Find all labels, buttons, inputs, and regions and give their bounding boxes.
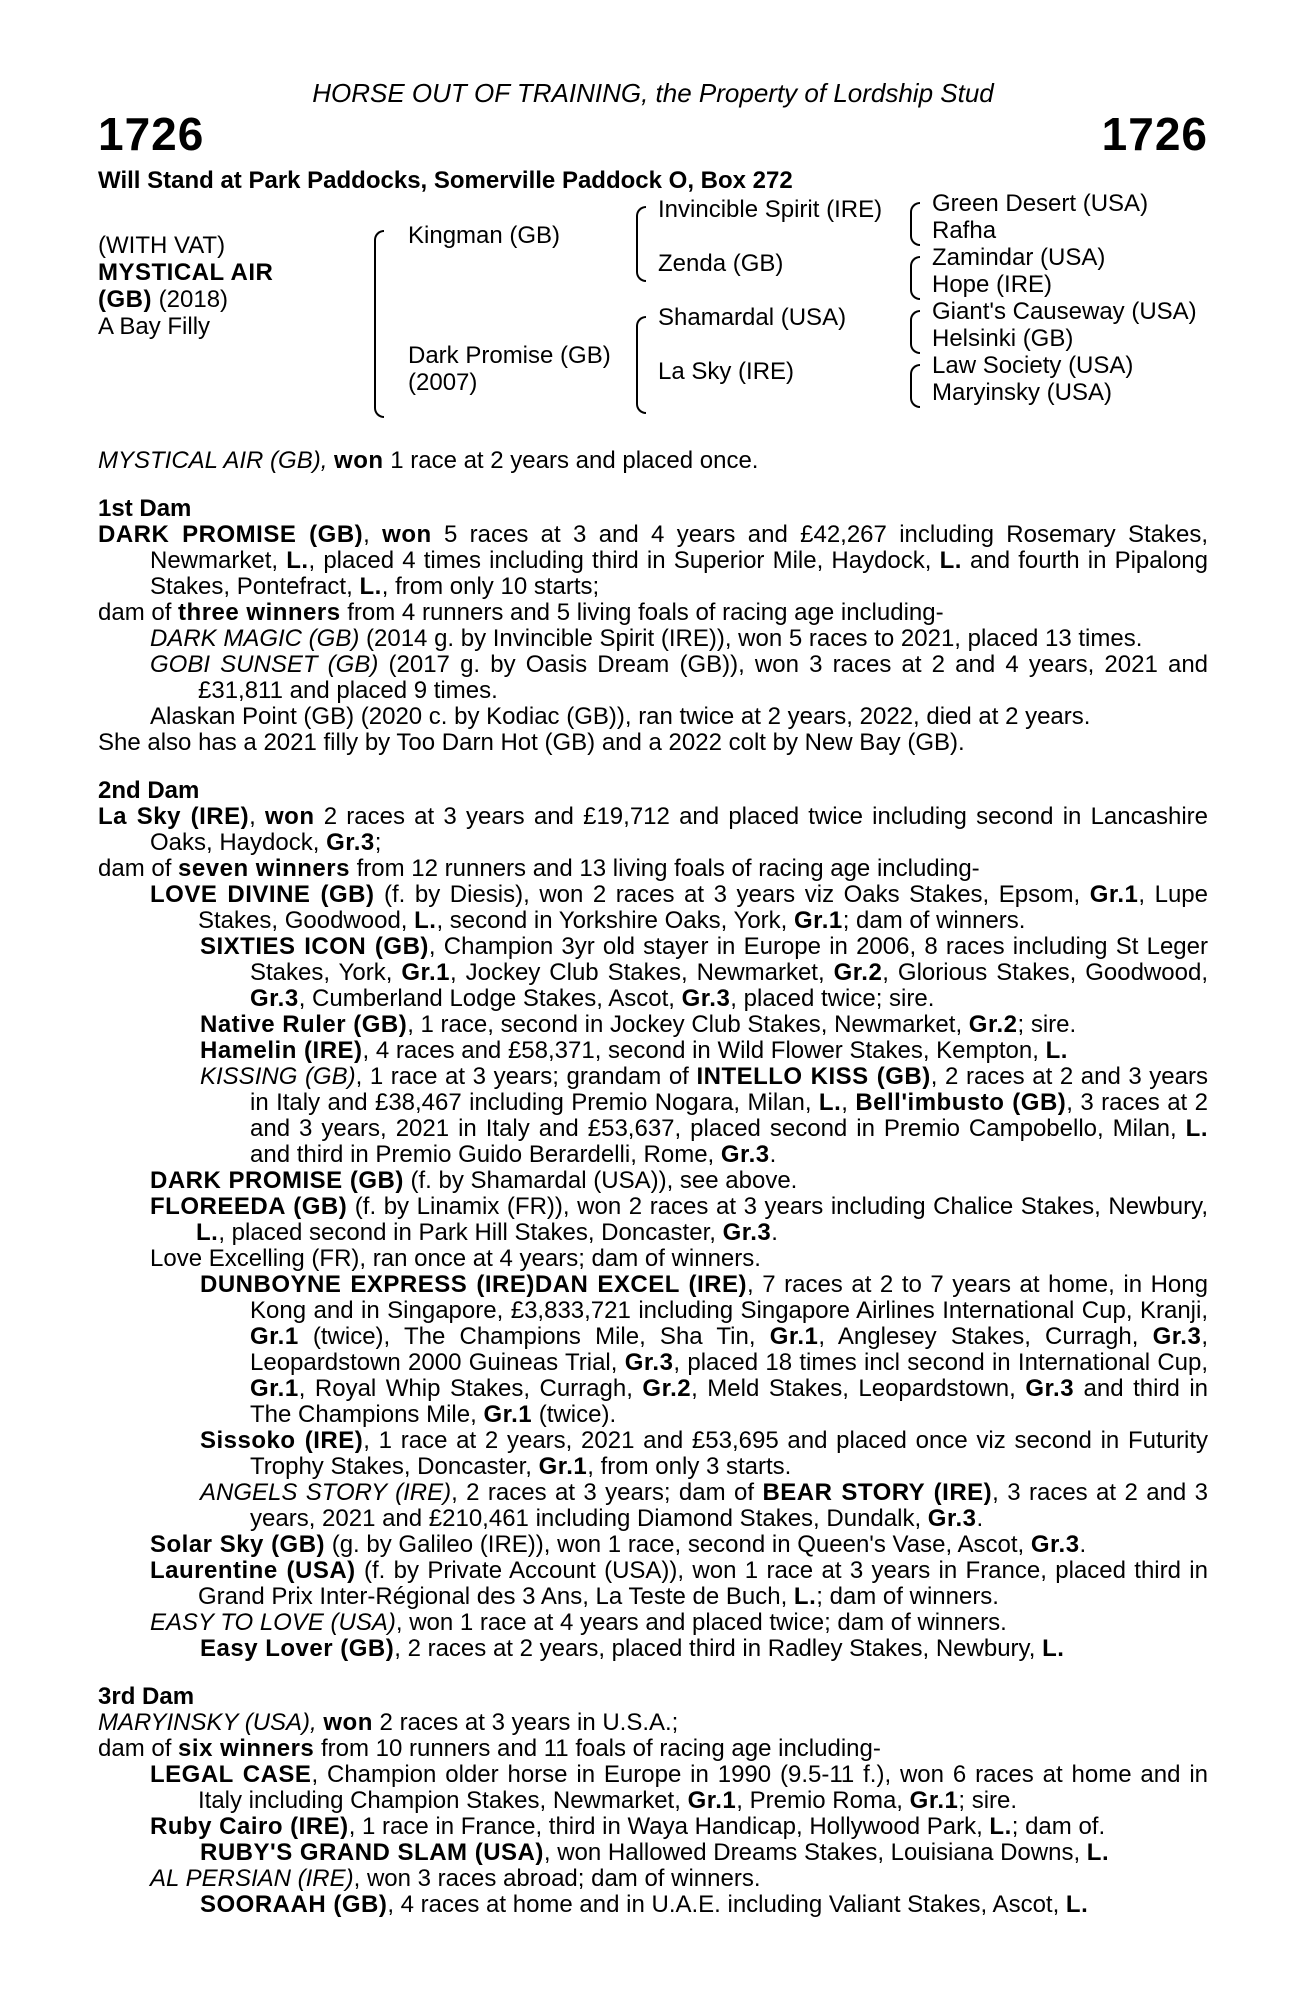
produce-entry: Alaskan Point (GB) (2020 c. by Kodiac (GB)), ran twice at 2 years, 2022, died at 2 years. [150,703,1091,730]
produce-name: LEGAL CASE [150,1761,312,1788]
produce-entry [98,1814,1208,1840]
second-dam-name: La Sky (IRE) [98,803,250,830]
vat-note: (WITH VAT) [98,232,226,259]
group-mark: Gr.1 [250,1375,299,1402]
group-mark: Gr.3 [1025,1375,1075,1402]
pedigree-dsd: Helsinki (GB) [932,325,1074,352]
pedigree-dss: Giant's Causeway (USA) [932,298,1197,325]
pedigree-brace-sd [910,256,920,300]
text: from 10 runners and 11 foals of racing age including- [314,1735,881,1762]
text: , from only 3 starts. [587,1453,792,1480]
group-mark: Gr.1 [769,1323,819,1350]
grandproduce-entry [98,1272,1208,1428]
text: dam of [98,599,179,626]
summary-won: won [334,447,384,474]
produce-name: DARK MAGIC (GB) [150,625,360,652]
listed-mark: L. [1045,1037,1068,1064]
text: , won 3 races abroad; dam of winners. [353,1865,761,1892]
text: (f. by Shamardal (USA)), see above. [403,1167,798,1194]
text: (twice). [532,1401,617,1428]
text: , 7 races at 2 to 7 years at home, in Hong Kong and in Singapore, £3,833,721 including Singapore Airlines International Cup, Kranji, [250,1271,1208,1324]
text: , 2 races at 2 and 3 years in Italy and £38,467 including Premio Nogara, Milan, [250,1063,1208,1116]
group-mark: Gr.3 [1030,1531,1080,1558]
lot-number-row [98,110,1208,158]
pedigree-brace-ds [910,310,920,354]
text: , Meld Stakes, Leopardstown, [691,1375,1026,1402]
text: 2 races at 3 years in U.S.A.; [372,1709,679,1736]
text: , placed second in Park Hill Stakes, Doncaster, [218,1219,723,1246]
text: , Leopardstown 2000 Guineas Trial, [250,1323,1208,1376]
horse-suffix: (GB) [98,286,152,313]
text: and fourth in Pipalong Stakes, Pontefract, [150,547,1208,600]
produce-entry [98,626,1208,652]
text: , Anglesey Stakes, Curragh, [818,1323,1153,1350]
text: . [769,1141,777,1168]
third-dam-heading: 3rd Dam [98,1683,195,1710]
lot-number-left: 1726 [98,108,205,160]
produce-name: RUBY'S GRAND SLAM (USA) [200,1839,544,1866]
pedigree-dam-year: (2007) [408,369,478,396]
pedigree-brace-gen1 [374,230,384,418]
third-dam-name: MARYINSKY (USA), [98,1709,317,1736]
text: 5 races at 3 and 4 years and £42,267 including Rosemary Stakes, Newmarket, [150,521,1208,574]
grandproduce-entry [98,1428,1208,1480]
pedigree-brace-sire [636,206,646,282]
text: and third in Premio Guido Berardelli, Rome, [250,1141,721,1168]
produce-name: FLOREEDA (GB) [150,1193,348,1220]
text: , Premio Roma, [736,1787,910,1814]
text: ; sire. [958,1787,1018,1814]
text: ; [374,829,382,856]
winners-count: three winners [178,599,341,626]
text: dam of [98,855,179,882]
summary-name: MYSTICAL AIR (GB), [98,447,328,474]
won-word: won [265,803,315,830]
text: (2014 g. by Invincible Spirit (IRE)), won 5 races to 2021, placed 13 times. [359,625,1143,652]
produce-name: DARK PROMISE (GB) [150,1167,404,1194]
produce-name: EASY TO LOVE (USA) [150,1609,396,1636]
produce-entry [98,1168,1208,1194]
produce-name: SOORAAH (GB) [200,1891,388,1918]
text: , 4 races and £58,371, second in Wild Flower Stakes, Kempton, [362,1037,1046,1064]
text: ; dam of winners. [816,1583,999,1610]
text: (f. by Linamix (FR)), won 2 races at 3 years including Chalice Stakes, Newbury, [347,1193,1208,1220]
grandproduce-entry [98,1636,1208,1662]
text: (twice), The Champions Mile, Sha Tin, [298,1323,770,1350]
text: , Champion 3yr old stayer in Europe in 2006, 8 races including St Leger Stakes, York, [250,933,1208,986]
horse-description: A Bay Filly [98,313,211,340]
text: , 1 race, second in Jockey Club Stakes, Newmarket, [407,1011,969,1038]
text: , placed 18 times incl second in International Cup, [673,1349,1209,1376]
group-mark: Gr.3 [681,985,731,1012]
text: , from only 10 starts; [381,573,600,600]
horse-name-line2 [98,286,273,313]
pedigree-sds: Zamindar (USA) [932,244,1106,271]
first-dam-produce-summary [98,600,1208,626]
produce-entry [98,1558,1208,1610]
pedigree-sire-dam: Zenda (GB) [658,250,784,277]
third-dam-record [98,1710,1208,1736]
pedigree-dds: Law Society (USA) [932,352,1134,379]
pedigree-sss: Green Desert (USA) [932,190,1149,217]
pedigree-brace-dam [636,316,646,414]
grandproduce-entry [98,1840,1208,1866]
produce-name: SIXTIES ICON (GB) [200,933,429,960]
text: , 1 race in France, third in Waya Handicap, Hollywood Park, [348,1813,990,1840]
text: , won 1 race at 4 years and placed twice; dam of winners. [395,1609,1007,1636]
produce-name: Bell'imbusto (GB) [855,1089,1067,1116]
grandproduce-entry [98,1892,1208,1918]
group-mark: Gr.3 [624,1349,674,1376]
group-mark: Gr.1 [687,1787,737,1814]
group-mark: Gr.3 [720,1141,770,1168]
first-dam-heading: 1st Dam [98,495,192,522]
produce-name: Hamelin (IRE) [200,1037,363,1064]
group-mark: Gr.3 [722,1219,772,1246]
pedigree-dam: Dark Promise (GB) [408,342,611,369]
horse-block [98,232,273,340]
won-word: won [382,521,432,548]
pedigree-sire-sire: Invincible Spirit (IRE) [658,196,883,223]
text: from 12 runners and 13 living foals of racing age including- [349,855,980,882]
group-mark: Gr.3 [1152,1323,1202,1350]
first-dam-foals-note: She also has a 2021 filly by Too Darn Hot (GB) and a 2022 colt by New Bay (GB). [98,729,965,756]
text: , Glorious Stakes, Goodwood, [882,959,1208,986]
group-mark: Gr.2 [833,959,883,986]
winners-count: six winners [178,1735,315,1762]
group-mark: Gr.1 [538,1453,588,1480]
text: ; dam of. [1011,1813,1106,1840]
grandproduce-entry [98,1064,1208,1168]
group-mark: Gr.3 [326,829,375,856]
grandproduce-entry [98,1012,1208,1038]
pedigree-table [98,190,1208,414]
produce-entry [98,882,1208,934]
horse-name: MYSTICAL AIR [98,259,274,286]
produce-name: GOBI SUNSET (GB) [150,651,379,678]
text: from 4 runners and 5 living foals of racing age including- [340,599,944,626]
pedigree-brace-ss [910,202,920,246]
group-mark: Gr.1 [909,1787,959,1814]
group-mark: Gr.1 [250,1323,299,1350]
listed-mark: L. [939,547,962,574]
text: ; sire. [1017,1011,1077,1038]
horse-year: (2018) [151,286,229,313]
text: , placed twice; sire. [730,985,935,1012]
grandproduce-entry [98,934,1208,1012]
produce-entry [98,652,1208,704]
text: . [976,1505,984,1532]
pedigree-brace-dd [910,364,920,408]
stand-location: Will Stand at Park Paddocks, Somerville Paddock O, Box 272 [98,167,793,194]
listed-mark: L. [818,1089,842,1116]
pedigree-dam-sire: Shamardal (USA) [658,304,847,331]
won-word: won [323,1709,373,1736]
pedigree-sire: Kingman (GB) [408,222,561,249]
produce-name: Easy Lover (GB) [200,1635,395,1662]
text: , Champion older horse in Europe in 1990 (9.5-11 f.), won 6 races at home and in Italy including Champion Stakes, Newmarket, [198,1761,1209,1814]
text: (f. by Private Account (USA)), won 1 race at 3 years in France, placed third in Grand Prix Inter-Régional des 3 Ans, La Teste de Buch, [198,1557,1208,1610]
winners-count: seven winners [178,855,350,882]
text: , 1 race at 2 years, 2021 and £53,695 and placed once viz second in Futurity Trophy Stakes, Doncaster, [250,1427,1208,1480]
grandproduce-entry [98,1038,1208,1064]
second-dam-produce-summary [98,856,1208,882]
pedigree-ddd: Maryinsky (USA) [932,379,1113,406]
pedigree-sdd: Hope (IRE) [932,271,1053,298]
group-mark: Gr.1 [794,907,843,934]
first-dam-record: DARK PROMISE (GB), won 5 races at 3 and 4 years and £42,267 including Rosemary Stakes, Newmarket, L., placed 4 times including third in Superior Mile, Haydock, L. and fourth in Pipalong Stakes, Pontefract, L., from only 10 starts; [98,521,1208,600]
listed-mark: L. [286,547,309,574]
produce-name: AL PERSIAN (IRE) [150,1865,354,1892]
text: , 1 race at 3 years; grandam of [355,1063,697,1090]
listed-mark: L. [414,907,437,934]
second-dam-record: La Sky (IRE), won 2 races at 3 years and £19,712 and placed twice including second in Lancashire Oaks, Haydock, Gr.3; [98,803,1208,856]
produce-name: Laurentine (USA) [150,1557,356,1584]
produce-name: BEAR STORY (IRE) [762,1479,993,1506]
text: , Lupe Stakes, Goodwood, [198,881,1208,934]
text: , 2 races at 2 years, placed third in Radley Stakes, Newbury, [394,1635,1043,1662]
text: , 2 races at 3 years; dam of [451,1479,763,1506]
group-mark: Gr.2 [968,1011,1018,1038]
produce-name: KISSING (GB) [200,1063,356,1090]
text: ; dam of winners. [842,907,1026,934]
text: and third in The Champions Mile, [250,1375,1209,1428]
text: , 4 races at home and in U.A.E. including Valiant Stakes, Ascot, [387,1891,1066,1918]
text: dam of [98,1735,179,1762]
listed-mark: L. [196,1219,219,1246]
produce-entry: Love Excelling (FR), ran once at 4 years; dam of winners. [150,1245,761,1272]
group-mark: Gr.1 [483,1401,533,1428]
text: 2 races at 3 years and £19,712 and placed twice including second in Lancashire Oaks, Haydock, [150,803,1208,856]
text: (f. by Diesis), won 2 races at 3 years viz Oaks Stakes, Epsom, [374,881,1090,908]
text: , 3 races at 2 and 3 years, 2021 and £210,461 including Diamond Stakes, Dundalk, [250,1479,1209,1532]
text: , placed 4 times including third in Superior Mile, Haydock, [308,547,940,574]
listed-mark: L. [1042,1635,1065,1662]
produce-name: INTELLO KISS (GB) [696,1063,931,1090]
horse-summary [98,448,1208,474]
text: , second in Yorkshire Oaks, York, [436,907,795,934]
pedigree-dam-dam: La Sky (IRE) [658,358,795,385]
text: . [1079,1531,1087,1558]
produce-name: Solar Sky (GB) [150,1531,326,1558]
page-header-title: HORSE OUT OF TRAINING, the Property of Lordship Stud [312,78,994,108]
produce-name: DUNBOYNE EXPRESS (IRE)DAN EXCEL (IRE) [200,1271,747,1298]
produce-entry [98,1762,1208,1814]
text: , Cumberland Lodge Stakes, Ascot, [298,985,682,1012]
text: , [841,1089,856,1116]
listed-mark: L. [1086,1839,1110,1866]
listed-mark: L. [793,1583,817,1610]
group-mark: Gr.1 [401,959,451,986]
listed-mark: L. [1065,1891,1089,1918]
listed-mark: L. [359,573,382,600]
text: , won Hallowed Dreams Stakes, Louisiana Downs, [543,1839,1087,1866]
group-mark: Gr.2 [642,1375,692,1402]
group-mark: Gr.1 [1089,881,1139,908]
text: , 3 races at 2 and 3 years, 2021 in Italy and £53,637, placed second in Premio Campobello, Milan, [250,1089,1208,1142]
produce-name: Ruby Cairo (IRE) [150,1813,349,1840]
grandproduce-entry [98,1480,1208,1532]
produce-name: Sissoko (IRE) [200,1427,364,1454]
text: , Royal Whip Stakes, Curragh, [298,1375,643,1402]
produce-entry [98,1532,1208,1558]
produce-name: ANGELS STORY (IRE) [200,1479,452,1506]
text: . [771,1219,778,1246]
produce-entry [98,1866,1208,1892]
pedigree-notes [98,448,1208,1918]
second-dam-heading: 2nd Dam [98,777,200,804]
group-mark: Gr.3 [927,1505,977,1532]
catalogue-page [98,78,1208,1918]
listed-mark: L. [1185,1115,1208,1142]
produce-name: Native Ruler (GB) [200,1011,408,1038]
first-dam-name: DARK PROMISE (GB) [98,521,364,548]
listed-mark: L. [989,1813,1012,1840]
produce-name: LOVE DIVINE (GB) [150,881,375,908]
produce-entry [98,1610,1208,1636]
text: , Jockey Club Stakes, Newmarket, [450,959,834,986]
produce-entry [98,1194,1208,1246]
group-mark: Gr.3 [250,985,299,1012]
summary-rest: 1 race at 2 years and placed once. [383,447,759,474]
third-dam-produce-summary [98,1736,1208,1762]
text: (2017 g. by Oasis Dream (GB)), won 3 races at 2 and 4 years, 2021 and £31,811 and placed 9 times. [198,651,1209,704]
pedigree-ssd: Rafha [932,217,997,244]
text: (g. by Galileo (IRE)), won 1 race, second in Queen's Vase, Ascot, [325,1531,1031,1558]
lot-number-right: 1726 [1101,108,1208,160]
